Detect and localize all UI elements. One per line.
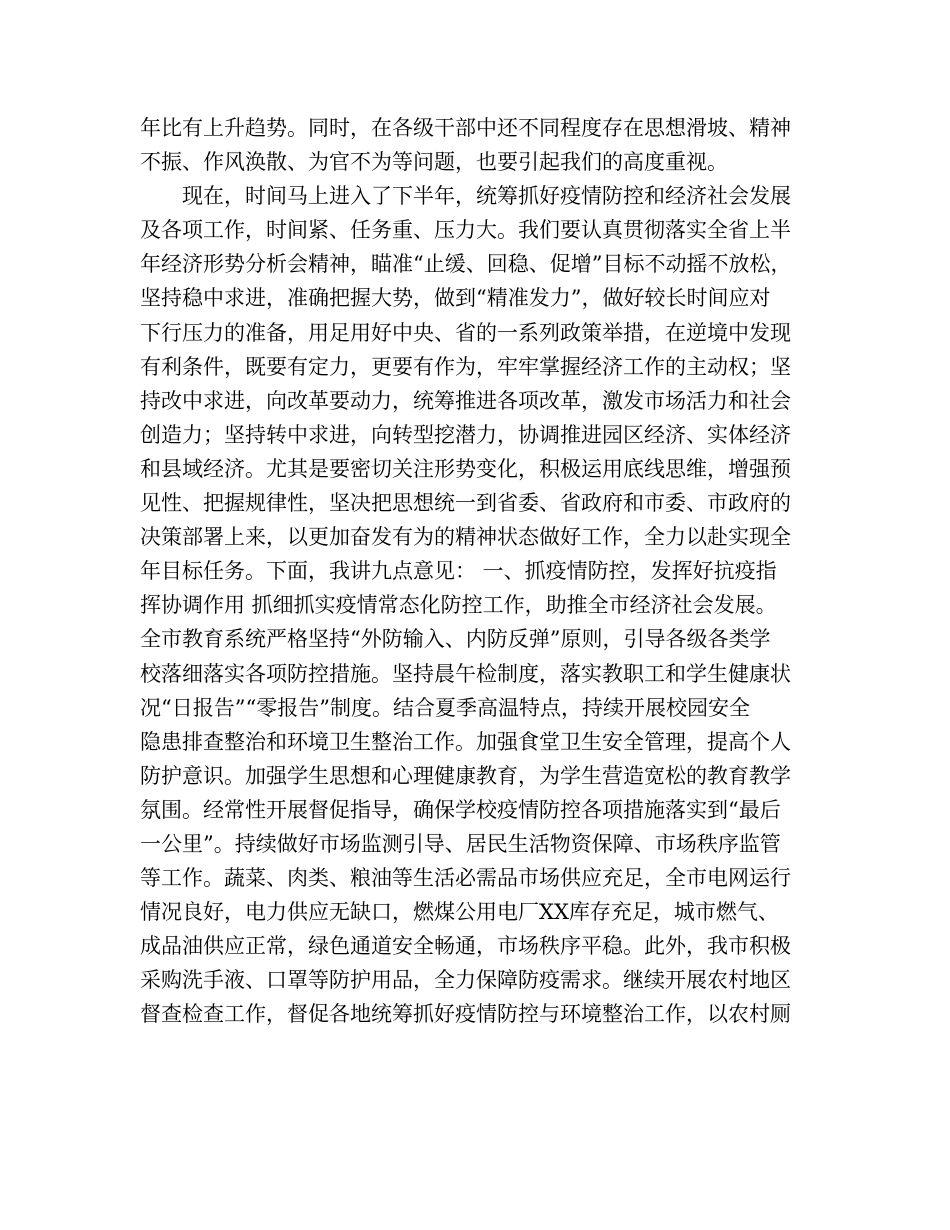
text-line: 督查检查工作，督促各地统筹抓好疫情防控与环境整治工作，以农村厕 [140, 1002, 791, 1027]
text-line: 及各项工作，时间紧、任务重、压力大。我们要认真贯彻落实全省上半 [140, 218, 791, 243]
text-line: 一公里”。持续做好市场监测引导、居民生活物资保障、市场秩序监管 [140, 831, 781, 856]
paragraph-start-line: 现在，时间马上进入了下半年，统筹抓好疫情防控和经济社会发展 [182, 184, 791, 209]
text-line: 和县域经济。尤其是要密切关注形势变化，积极运用底线思维，增强预 [140, 456, 791, 481]
text-line: 年经济形势分析会精神，瞄准“止缓、回稳、促增”目标不动摇不放松， [140, 252, 792, 277]
body-text [140, 111, 830, 1032]
text-line: 隐患排查整治和环境卫生整治工作。加强食堂卫生安全管理，提高个人 [140, 729, 791, 754]
text-line: 全市教育系统严格坚持“外防输入、内防反弹”原则，引导各级各类学 [140, 627, 771, 652]
text-line: 坚持稳中求进，准确把握大势，做到“精准发力”，做好较长时间应对 [140, 286, 771, 311]
text-line: 成品油供应正常，绿色通道安全畅通，市场秩序平稳。此外，我市积极 [140, 934, 791, 959]
text-line: 挥协调作用 抓细抓实疫情常态化防控工作，助推全市经济社会发展。 [140, 593, 777, 618]
text-line: 况“日报告”“零报告”制度。结合夏季高温特点，持续开展校园安全 [140, 695, 750, 720]
text-line: 下行压力的准备，用足用好中央、省的一系列政策举措，在逆境中发现 [140, 320, 791, 345]
text-line: 校落细落实各项防控措施。坚持晨午检制度，落实教职工和学生健康状 [140, 661, 791, 686]
text-line: 情况良好，电力供应无缺口，燃煤公用电厂XX库存充足，城市燃气、 [140, 900, 779, 925]
text-line: 防护意识。加强学生思想和心理健康教育，为学生营造宽松的教育教学 [140, 763, 791, 788]
text-line: 有利条件，既要有定力，更要有作为，牢牢掌握经济工作的主动权；坚 [140, 354, 791, 379]
text-line: 见性、把握规律性，坚决把思想统一到省委、省政府和市委、市政府的 [140, 491, 791, 516]
text-line: 等工作。蔬菜、肉类、粮油等生活必需品市场供应充足，全市电网运行 [140, 866, 791, 891]
text-line: 氛围。经常性开展督促指导，确保学校疫情防控各项措施落实到“最后 [140, 797, 781, 822]
text-line: 年比有上升趋势。同时，在各级干部中还不同程度存在思想滑坡、精神 [140, 116, 791, 140]
text-line: 不振、作风涣散、为官不为等问题，也要引起我们的高度重视。 [140, 150, 728, 175]
text-line: 采购洗手液、口罩等防护用品，全力保障防疫需求。继续开展农村地区 [140, 968, 791, 993]
text-line: 决策部署上来，以更加奋发有为的精神状态做好工作，全力以赴实现全 [140, 525, 791, 550]
text-line: 年目标任务。下面，我讲九点意见： 一、抓疫情防控，发挥好抗疫指 [140, 559, 777, 584]
text-line: 创造力；坚持转中求进，向转型挖潜力，协调推进园区经济、实体经济 [140, 422, 791, 447]
text-line: 持改中求进，向改革要动力，统筹推进各项改革，激发市场活力和社会 [140, 388, 791, 413]
